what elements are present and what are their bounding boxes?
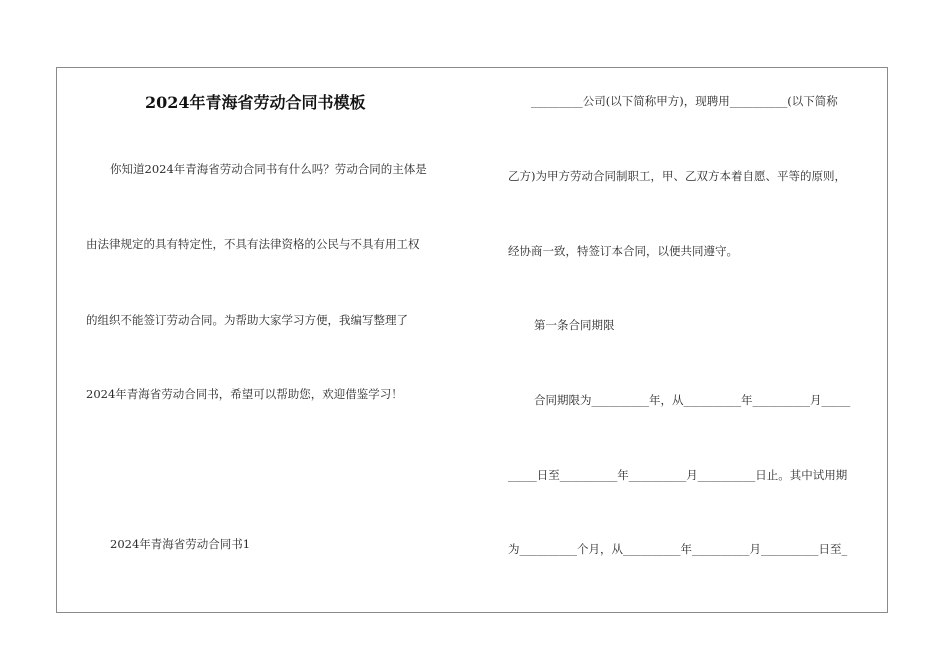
right-paragraph-line: 经协商一致，特签订本合同，以便共同遵守。 <box>508 244 738 258</box>
left-paragraph-line: 由法律规定的具有特定性，不具有法律资格的公民与不具有用工权 <box>86 237 420 251</box>
left-paragraph-line: 2024年青海省劳动合同书，希望可以帮助您，欢迎借鉴学习！ <box>86 387 403 401</box>
right-paragraph-line: 乙方)为甲方劳动合同制职工，甲、乙双方本着自愿、平等的原则， <box>508 169 846 183</box>
document-title: 2024年青海省劳动合同书模板 <box>145 93 366 112</box>
document-page <box>56 67 888 613</box>
right-paragraph-line: 合同期限为__________年，从__________年__________月_____ <box>534 393 851 407</box>
left-paragraph-line: 你知道2024年青海省劳动合同书有什么吗？劳动合同的主体是 <box>110 162 427 176</box>
section-heading: 2024年青海省劳动合同书1 <box>110 537 251 551</box>
right-paragraph-line: 为__________个月，从__________年__________月__________日至_ <box>508 542 848 556</box>
clause-heading: 第一条合同期限 <box>534 318 615 332</box>
left-paragraph-line: 的组织不能签订劳动合同。为帮助大家学习方便，我编写整理了 <box>86 313 408 327</box>
right-paragraph-line: _____日至__________年__________月__________日止。其中试用期 <box>508 468 848 482</box>
right-paragraph-line: _________公司(以下简称甲方)，现聘用__________(以下简称 <box>531 94 838 108</box>
